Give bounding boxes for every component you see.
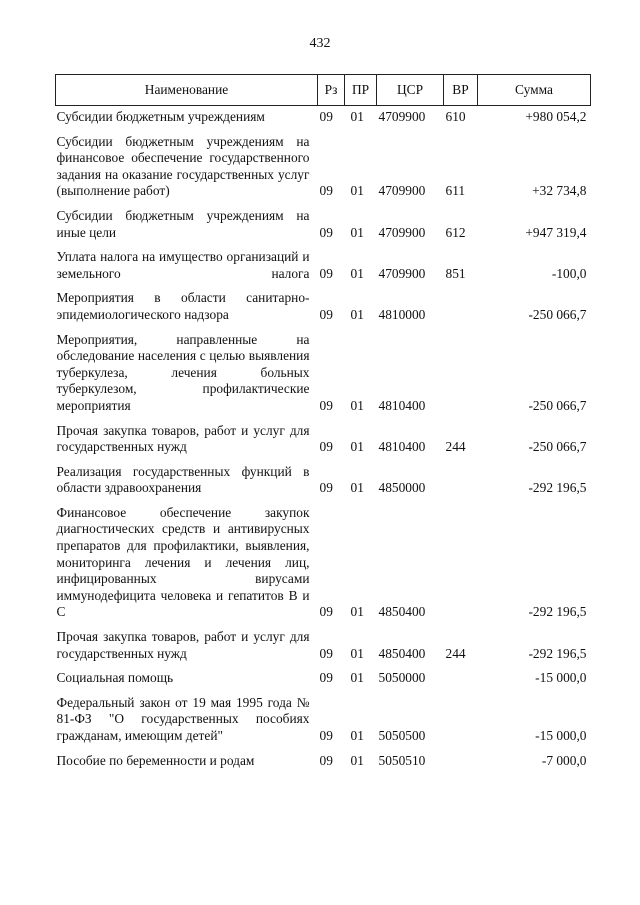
row-vr — [444, 753, 478, 778]
row-rz: 09 — [319, 397, 333, 413]
table-row — [56, 134, 591, 208]
row-vr — [444, 464, 478, 505]
row-rz: 09 — [319, 109, 333, 124]
row-rz: 09 — [319, 480, 333, 496]
row-name: Реализация государственных функций в области здравоохранения — [56, 463, 310, 496]
row-pr: 01 — [350, 604, 364, 620]
row-pr: 01 — [350, 670, 364, 686]
row-rz: 09 — [319, 183, 333, 199]
row-name: Прочая закупка товаров, работ и услуг для государственных нужд — [56, 422, 310, 455]
row-sum: -292 196,5 — [528, 480, 587, 496]
row-vr: 610 — [445, 109, 466, 124]
header-name: Наименование — [56, 75, 318, 106]
table-row — [56, 423, 591, 464]
row-pr: 01 — [350, 306, 364, 322]
budget-table — [55, 74, 591, 777]
row-name: Финансовое обеспечение закупок диагностических средств и антивирусных препаратов для профилактики, выявления, мониторинга лечения и лечения лиц, инфицированных вирусами иммунодефицита человека и гепатитов В и С — [56, 504, 310, 620]
row-csr: 4810000 — [378, 306, 426, 322]
row-sum: -292 196,5 — [528, 645, 587, 661]
row-vr — [444, 332, 478, 423]
table-row — [56, 208, 591, 249]
table-row — [56, 670, 591, 695]
row-sum: -15 000,0 — [535, 670, 587, 686]
row-vr: 851 — [445, 265, 466, 281]
table-row — [56, 629, 591, 670]
header-rz: Рз — [318, 75, 345, 106]
table-row — [56, 695, 591, 753]
row-pr: 01 — [350, 439, 364, 455]
row-csr: 4709900 — [378, 265, 426, 281]
row-name: Уплата налога на имущество организаций и земельного налога — [56, 249, 310, 281]
table-row — [56, 106, 591, 134]
row-name: Субсидии бюджетным учреждениям на иные цели — [56, 207, 310, 240]
row-name: Пособие по беременности и родам — [56, 752, 255, 768]
table-row — [56, 249, 591, 290]
table-row — [56, 290, 591, 331]
row-vr: 244 — [445, 439, 466, 455]
row-pr: 01 — [350, 645, 364, 661]
row-sum: -100,0 — [551, 265, 587, 281]
row-csr: 4709900 — [378, 224, 426, 240]
table-body — [56, 106, 591, 778]
row-sum: -7 000,0 — [541, 752, 587, 768]
row-csr: 4810400 — [378, 397, 426, 413]
table-row — [56, 753, 591, 778]
row-name: Федеральный закон от 19 мая 1995 года № 81-ФЗ "О государственных пособиях гражданам, имеющим детей" — [56, 694, 310, 743]
row-csr: 4850400 — [378, 604, 426, 620]
row-rz: 09 — [319, 604, 333, 620]
row-name: Прочая закупка товаров, работ и услуг для государственных нужд — [56, 629, 310, 661]
row-sum: -250 066,7 — [528, 397, 587, 413]
row-vr — [444, 290, 478, 331]
row-rz: 09 — [319, 439, 333, 455]
row-sum: +32 734,8 — [532, 183, 587, 199]
row-pr: 01 — [350, 752, 364, 768]
header-csr: ЦСР — [377, 75, 444, 106]
row-sum: +980 054,2 — [525, 109, 587, 124]
row-rz: 09 — [319, 224, 333, 240]
row-csr: 4810400 — [378, 439, 426, 455]
row-pr: 01 — [350, 109, 364, 124]
row-csr: 5050500 — [378, 728, 426, 743]
row-vr: 611 — [445, 183, 466, 199]
row-name: Социальная помощь — [56, 670, 174, 686]
row-name: Субсидии бюджетным учреждениям — [56, 109, 265, 124]
row-csr: 4850400 — [378, 645, 426, 661]
header-pr: ПР — [345, 75, 377, 106]
row-rz: 09 — [319, 265, 333, 281]
row-rz: 09 — [319, 306, 333, 322]
table-row — [56, 505, 591, 629]
row-pr: 01 — [350, 183, 364, 199]
row-rz: 09 — [319, 670, 333, 686]
row-vr: 244 — [445, 645, 466, 661]
row-sum: -15 000,0 — [535, 728, 587, 743]
row-name: Субсидии бюджетным учреждениям на финансовое обеспечение государственного задания на оказание государственных услуг (выполнение работ) — [56, 133, 310, 199]
row-csr: 5050510 — [378, 752, 426, 768]
table-row — [56, 332, 591, 423]
table-header — [56, 75, 591, 106]
row-sum: +947 319,4 — [525, 224, 587, 240]
row-pr: 01 — [350, 728, 364, 743]
header-vr: ВР — [444, 75, 478, 106]
row-rz: 09 — [319, 728, 333, 743]
row-pr: 01 — [350, 480, 364, 496]
row-pr: 01 — [350, 224, 364, 240]
table-row — [56, 464, 591, 505]
row-vr — [444, 695, 478, 753]
row-csr: 4850000 — [378, 480, 426, 496]
row-sum: -250 066,7 — [528, 439, 587, 455]
row-csr: 5050000 — [378, 670, 426, 686]
header-row — [56, 75, 591, 106]
row-vr — [444, 670, 478, 695]
page-number: 432 — [309, 36, 331, 51]
row-csr: 4709900 — [378, 183, 426, 199]
row-pr: 01 — [350, 397, 364, 413]
row-vr — [444, 505, 478, 629]
row-sum: -292 196,5 — [528, 604, 587, 620]
row-rz: 09 — [319, 752, 333, 768]
row-vr: 612 — [445, 224, 466, 240]
row-sum: -250 066,7 — [528, 306, 587, 322]
row-name: Мероприятия в области санитарно-эпидемиологического надзора — [56, 290, 310, 322]
row-pr: 01 — [350, 265, 364, 281]
header-sum: Сумма — [478, 75, 591, 106]
row-csr: 4709900 — [378, 109, 426, 124]
row-name: Мероприятия, направленные на обследование населения с целью выявления туберкулеза, лечения больных туберкулезом, профилактические мероприятия — [56, 331, 310, 413]
row-rz: 09 — [319, 645, 333, 661]
